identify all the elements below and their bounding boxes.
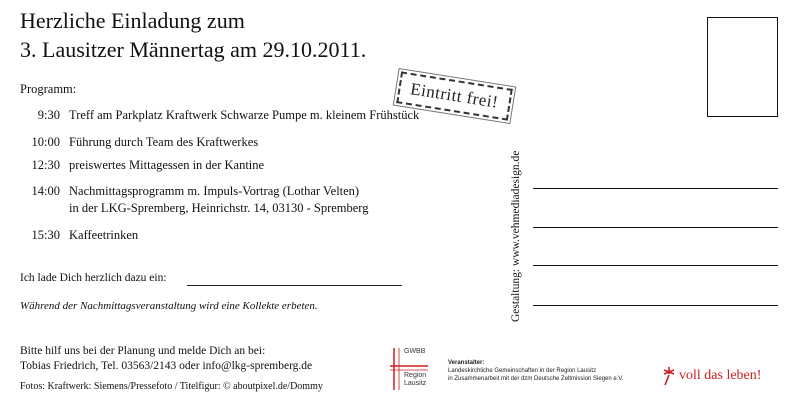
program-label: Programm: — [20, 82, 77, 96]
program-text: preiswertes Mittagessen in der Kantine — [69, 158, 265, 172]
address-line[interactable] — [533, 265, 778, 266]
design-credit-vertical: Gestaltung: www.vehmediadesign.de — [510, 150, 522, 322]
program-item — [20, 134, 258, 151]
collection-note: Während der Nachmittagsveranstaltung wird eine Kollekte erbeten. — [20, 300, 318, 312]
program-item — [20, 107, 419, 124]
program-time: 10:00 — [31, 135, 60, 149]
voll-das-leben-logo — [662, 366, 761, 386]
address-line[interactable] — [533, 227, 778, 228]
gwbb-logo — [390, 346, 440, 392]
gwbb-logo-line-3: Lausitz — [404, 380, 427, 387]
program-text: Kaffeetrinken — [69, 228, 139, 242]
program-text: Führung durch Team des Kraftwerkes — [69, 135, 259, 149]
photo-credits: Fotos: Kraftwerk: Siemens/Pressefoto / Titelfigur: © aboutpixel.de/Dommy — [20, 381, 323, 392]
organizer-line-2: in Zusammenarbeit mit der dzm Deutsche Zeltmission Siegen e.V. — [448, 376, 624, 382]
program-time: 14:00 — [31, 184, 60, 198]
brand-text: voll das leben! — [679, 368, 762, 383]
program-text: in der LKG-Spremberg, Heinrichstr. 14, 03130 - Spremberg — [69, 201, 369, 215]
program-item — [20, 227, 138, 244]
organizer-info — [448, 359, 624, 383]
gwbb-logo-line-2: Region — [404, 372, 427, 379]
program-item — [20, 157, 264, 174]
postage-stamp-box — [707, 17, 778, 117]
free-entry-stamp: Eintritt frei! — [396, 71, 512, 120]
address-line[interactable] — [533, 188, 778, 189]
title-line-2: 3. Lausitzer Männertag am 29.10.2011. — [20, 37, 367, 62]
organizer-line-1: Landeskirchliche Gemeinschaften in der Region Lausitz — [448, 368, 597, 374]
gwbb-logo-line-1: GWBB — [404, 348, 426, 355]
program-text: Nachmittagsprogramm m. Impuls-Vortrag (Lothar Velten) — [69, 184, 360, 198]
address-line[interactable] — [533, 305, 778, 306]
registration-info — [20, 344, 312, 374]
program-time: 9:30 — [37, 108, 60, 122]
organizer-label: Veranstalter: — [448, 360, 485, 366]
program-time: 12:30 — [31, 158, 60, 172]
program-time: 15:30 — [31, 228, 60, 242]
invite-text: Ich lade Dich herzlich dazu ein: — [20, 272, 167, 284]
registration-line-1: Bitte hilf uns bei der Planung und melde Dich an bei: — [20, 345, 266, 357]
spark-icon — [662, 366, 676, 386]
program-text: Treff am Parkplatz Kraftwerk Schwarze Pumpe m. kleinem Frühstück — [69, 108, 420, 122]
registration-line-2: Tobias Friedrich, Tel. 03563/2143 oder info@lkg-spremberg.de — [20, 360, 313, 372]
program-item — [20, 183, 368, 217]
title-line-1: Herzliche Einladung zum — [20, 8, 245, 33]
invite-name-line[interactable] — [187, 285, 402, 286]
